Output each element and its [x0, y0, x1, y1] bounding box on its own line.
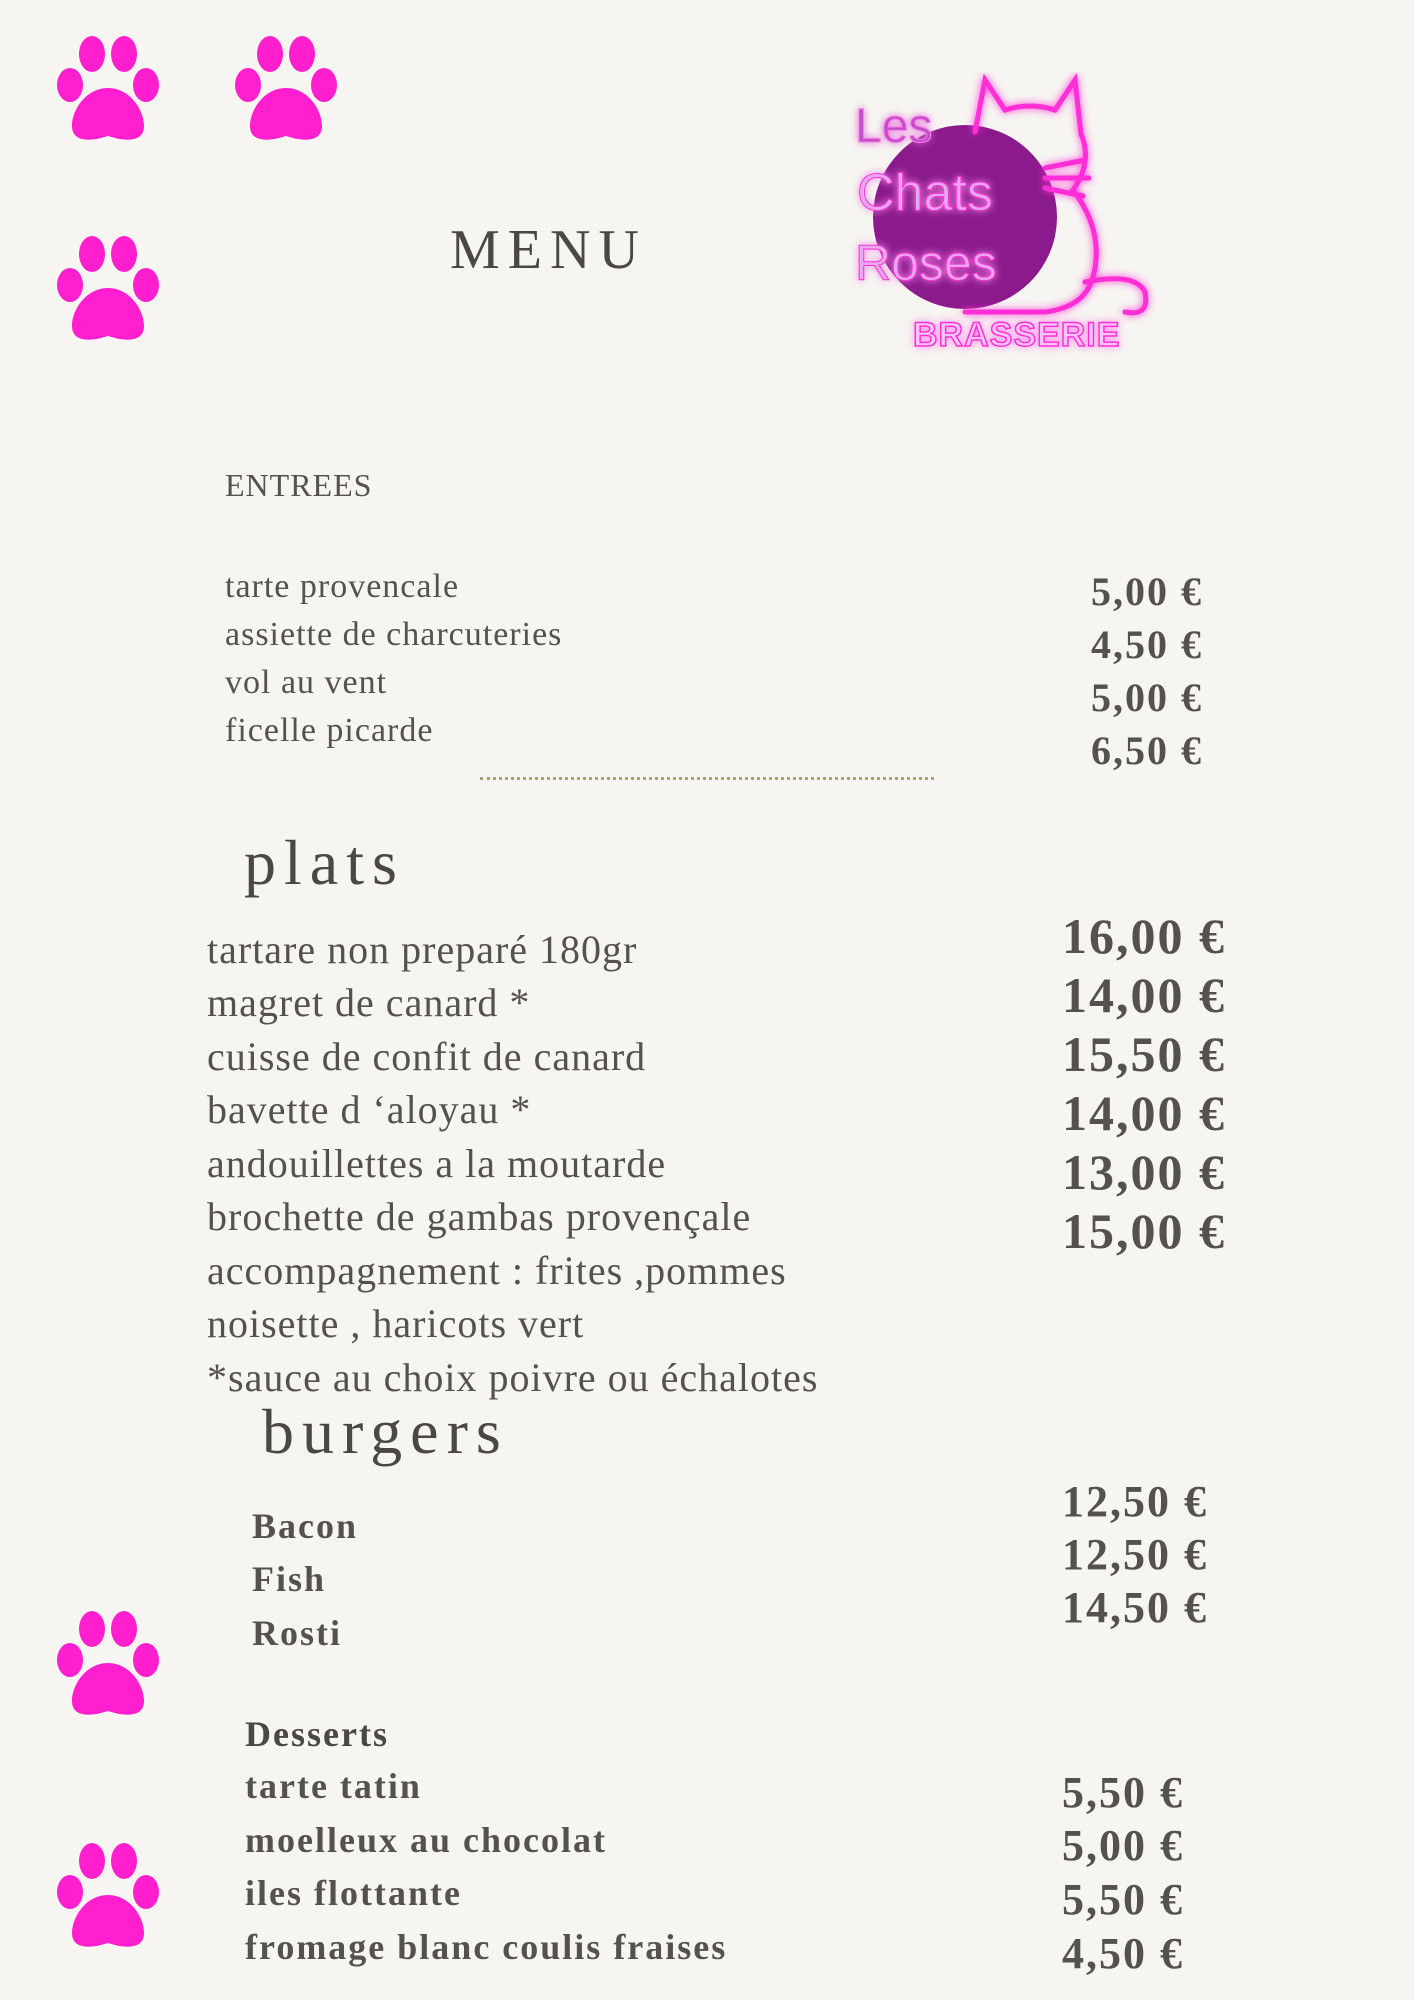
- logo-text: Roses: [855, 235, 997, 291]
- menu-item-name: vol au vent: [225, 664, 388, 701]
- menu-item-price: 15,00 €: [1062, 1203, 1226, 1259]
- brasserie-logo: [845, 72, 1185, 362]
- logo-text: Les: [855, 100, 933, 153]
- menu-item-price: 5,00 €: [1091, 675, 1203, 720]
- menu-item-name: andouillettes a la moutarde: [207, 1141, 667, 1186]
- paw-icon: [48, 1605, 168, 1725]
- menu-item-name: ficelle picarde: [225, 712, 434, 749]
- logo-text: Chats: [857, 164, 993, 222]
- section-title-plats: plats: [244, 827, 405, 898]
- dotted-divider: [480, 777, 934, 780]
- menu-item-price: 15,50 €: [1062, 1026, 1226, 1082]
- menu-note: noisette , haricots vert: [207, 1301, 585, 1346]
- menu-item-name: cuisse de confit de canard: [207, 1034, 647, 1079]
- menu-item-price: 4,50 €: [1091, 622, 1203, 667]
- menu-item-price: 5,50 €: [1062, 1875, 1184, 1924]
- menu-item-price: 5,50 €: [1062, 1768, 1184, 1817]
- menu-item-price: 14,00 €: [1062, 967, 1226, 1023]
- paw-icon: [48, 30, 168, 150]
- menu-item-price: 5,00 €: [1091, 569, 1203, 614]
- menu-item-price: 12,50 €: [1062, 1530, 1208, 1579]
- menu-item-name: Rosti: [252, 1613, 342, 1653]
- paw-icon: [226, 30, 346, 150]
- section-title-entrees: ENTREES: [225, 467, 373, 503]
- menu-item-name: tarte provencale: [225, 568, 460, 605]
- menu-item-price: 16,00 €: [1062, 908, 1226, 964]
- menu-item-name: moelleux au chocolat: [245, 1820, 607, 1860]
- menu-item-name: tartare non preparé 180gr: [207, 927, 638, 972]
- logo-text: BRASSERIE: [913, 316, 1121, 354]
- menu-item-price: 12,50 €: [1062, 1477, 1208, 1526]
- menu-item-name: iles flottante: [245, 1873, 462, 1913]
- menu-item-price: 4,50 €: [1062, 1929, 1184, 1978]
- menu-item-name: assiette de charcuteries: [225, 616, 563, 653]
- menu-item-name: bavette d ‘aloyau *: [207, 1087, 532, 1132]
- page-title: MENU: [450, 219, 647, 281]
- section-title-burgers: burgers: [262, 1396, 509, 1467]
- menu-note: *sauce au choix poivre ou échalotes: [207, 1355, 819, 1400]
- menu-item-price: 6,50 €: [1091, 728, 1203, 773]
- menu-item-name: fromage blanc coulis fraises: [245, 1927, 728, 1967]
- menu-item-price: 14,50 €: [1062, 1583, 1208, 1632]
- paw-icon: [48, 1837, 168, 1957]
- menu-item-name: magret de canard *: [207, 980, 531, 1025]
- section-title-desserts: Desserts: [245, 1714, 389, 1754]
- menu-item-name: tarte tatin: [245, 1766, 422, 1806]
- menu-item-name: Bacon: [252, 1506, 359, 1546]
- menu-item-name: Fish: [252, 1559, 327, 1599]
- menu-item-name: brochette de gambas provençale: [207, 1194, 752, 1239]
- menu-item-price: 13,00 €: [1062, 1144, 1226, 1200]
- menu-item-price: 14,00 €: [1062, 1085, 1226, 1141]
- menu-item-price: 5,00 €: [1062, 1821, 1184, 1870]
- menu-note: accompagnement : frites ,pommes: [207, 1248, 787, 1293]
- paw-icon: [48, 230, 168, 350]
